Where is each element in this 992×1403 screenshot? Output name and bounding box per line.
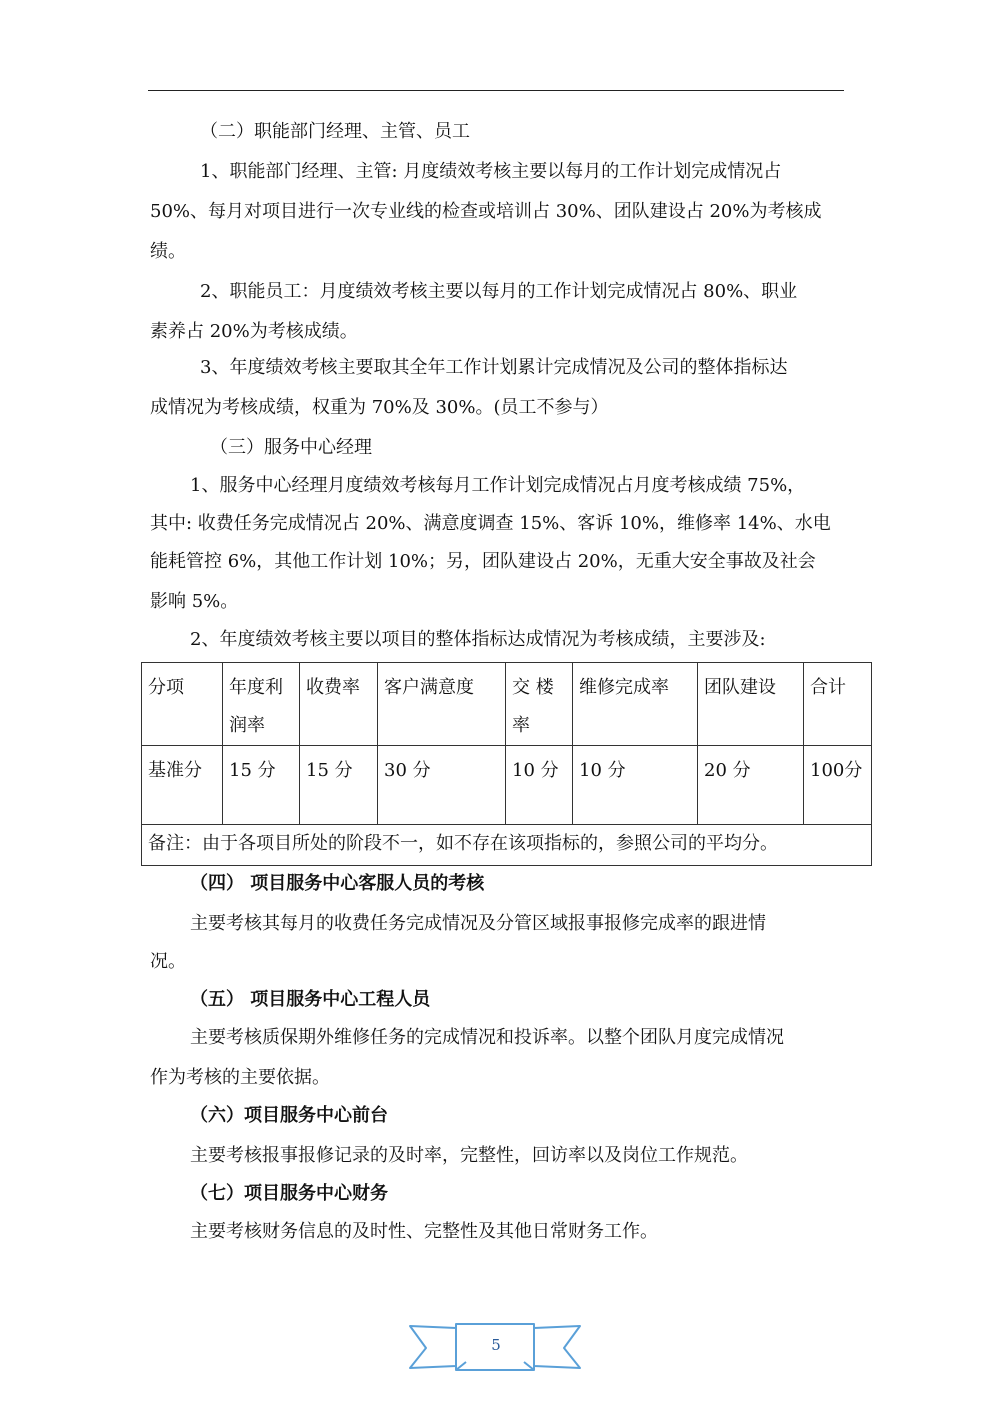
table-note: 备注：由于各项目所处的阶段不一，如不存在该项指标的，参照公司的平均分。 xyxy=(142,825,872,866)
heading-section-4: （四） 项目服务中心客服人员的考核 xyxy=(190,873,485,894)
paragraph-line: 2、职能员工：月度绩效考核主要以每月的工作计划完成情况占 80%、职业 xyxy=(200,281,798,302)
paragraph-line: 主要考核报事报修记录的及时率，完整性，回访率以及岗位工作规范。 xyxy=(190,1145,748,1166)
heading-section-7: （七）项目服务中心财务 xyxy=(190,1183,388,1204)
table-header-cell: 团队建设 xyxy=(698,663,804,746)
table-header-cell: 客户满意度 xyxy=(378,663,506,746)
paragraph-line: 况。 xyxy=(150,951,186,972)
paragraph-line: 能耗管控 6%，其他工作计划 10%；另，团队建设占 20%，无重大安全事故及社会 xyxy=(150,551,816,572)
table-header-cell: 合计 xyxy=(804,663,872,746)
paragraph-line: 素养占 20%为考核成绩。 xyxy=(150,321,358,342)
heading-section-3: （三）服务中心经理 xyxy=(210,437,372,458)
score-table xyxy=(141,662,872,866)
table-cell: 15 分 xyxy=(300,746,378,825)
paragraph-line: 3、年度绩效考核主要取其全年工作计划累计完成情况及公司的整体指标达 xyxy=(200,357,788,378)
table-header-cell: 收费率 xyxy=(300,663,378,746)
paragraph-line: 成情况为考核成绩，权重为 70%及 30%。(员工不参与） xyxy=(150,397,609,418)
heading-section-2: （二）职能部门经理、主管、员工 xyxy=(200,121,470,142)
table-cell: 20 分 xyxy=(698,746,804,825)
table-cell: 15 分 xyxy=(223,746,300,825)
paragraph-line: 绩。 xyxy=(150,241,186,262)
table-cell: 100分 xyxy=(804,746,872,825)
paragraph-line: 1、服务中心经理月度绩效考核每月工作计划完成情况占月度考核成绩 75%， xyxy=(190,475,806,496)
table-header-cell: 维修完成率 xyxy=(573,663,698,746)
paragraph-line: 50%、每月对项目进行一次专业线的检查或培训占 30%、团队建设占 20%为考核成 xyxy=(150,201,822,222)
table-header-cell: 分项 xyxy=(142,663,223,746)
header-rule xyxy=(148,90,844,91)
table-header-cell: 年度利润率 xyxy=(223,663,300,746)
paragraph-line: 作为考核的主要依据。 xyxy=(150,1067,330,1088)
table-cell: 基准分 xyxy=(142,746,223,825)
paragraph-line: 2、年度绩效考核主要以项目的整体指标达成情况为考核成绩，主要涉及: xyxy=(190,629,766,650)
page-number: 5 xyxy=(491,1336,501,1354)
table-cell: 10 分 xyxy=(573,746,698,825)
paragraph-line: 影响 5%。 xyxy=(150,591,239,612)
table-header-row xyxy=(142,663,872,746)
heading-section-5: （五） 项目服务中心工程人员 xyxy=(190,989,431,1010)
table-row xyxy=(142,746,872,825)
table-cell: 10 分 xyxy=(506,746,573,825)
paragraph-line: 主要考核质保期外维修任务的完成情况和投诉率。以整个团队月度完成情况 xyxy=(190,1027,784,1048)
paragraph-line: 其中: 收费任务完成情况占 20%、满意度调查 15%、客诉 10%，维修率 14%、水电 xyxy=(150,513,831,534)
paragraph-line: 主要考核其每月的收费任务完成情况及分管区域报事报修完成率的跟进情 xyxy=(190,913,766,934)
table-note-row xyxy=(142,825,872,866)
paragraph-line: 主要考核财务信息的及时性、完整性及其他日常财务工作。 xyxy=(190,1221,658,1242)
heading-section-6: （六）项目服务中心前台 xyxy=(190,1105,388,1126)
table-header-cell: 交 楼率 xyxy=(506,663,573,746)
paragraph-line: 1、职能部门经理、主管: 月度绩效考核主要以每月的工作计划完成情况占 xyxy=(200,161,782,182)
table-cell: 30 分 xyxy=(378,746,506,825)
